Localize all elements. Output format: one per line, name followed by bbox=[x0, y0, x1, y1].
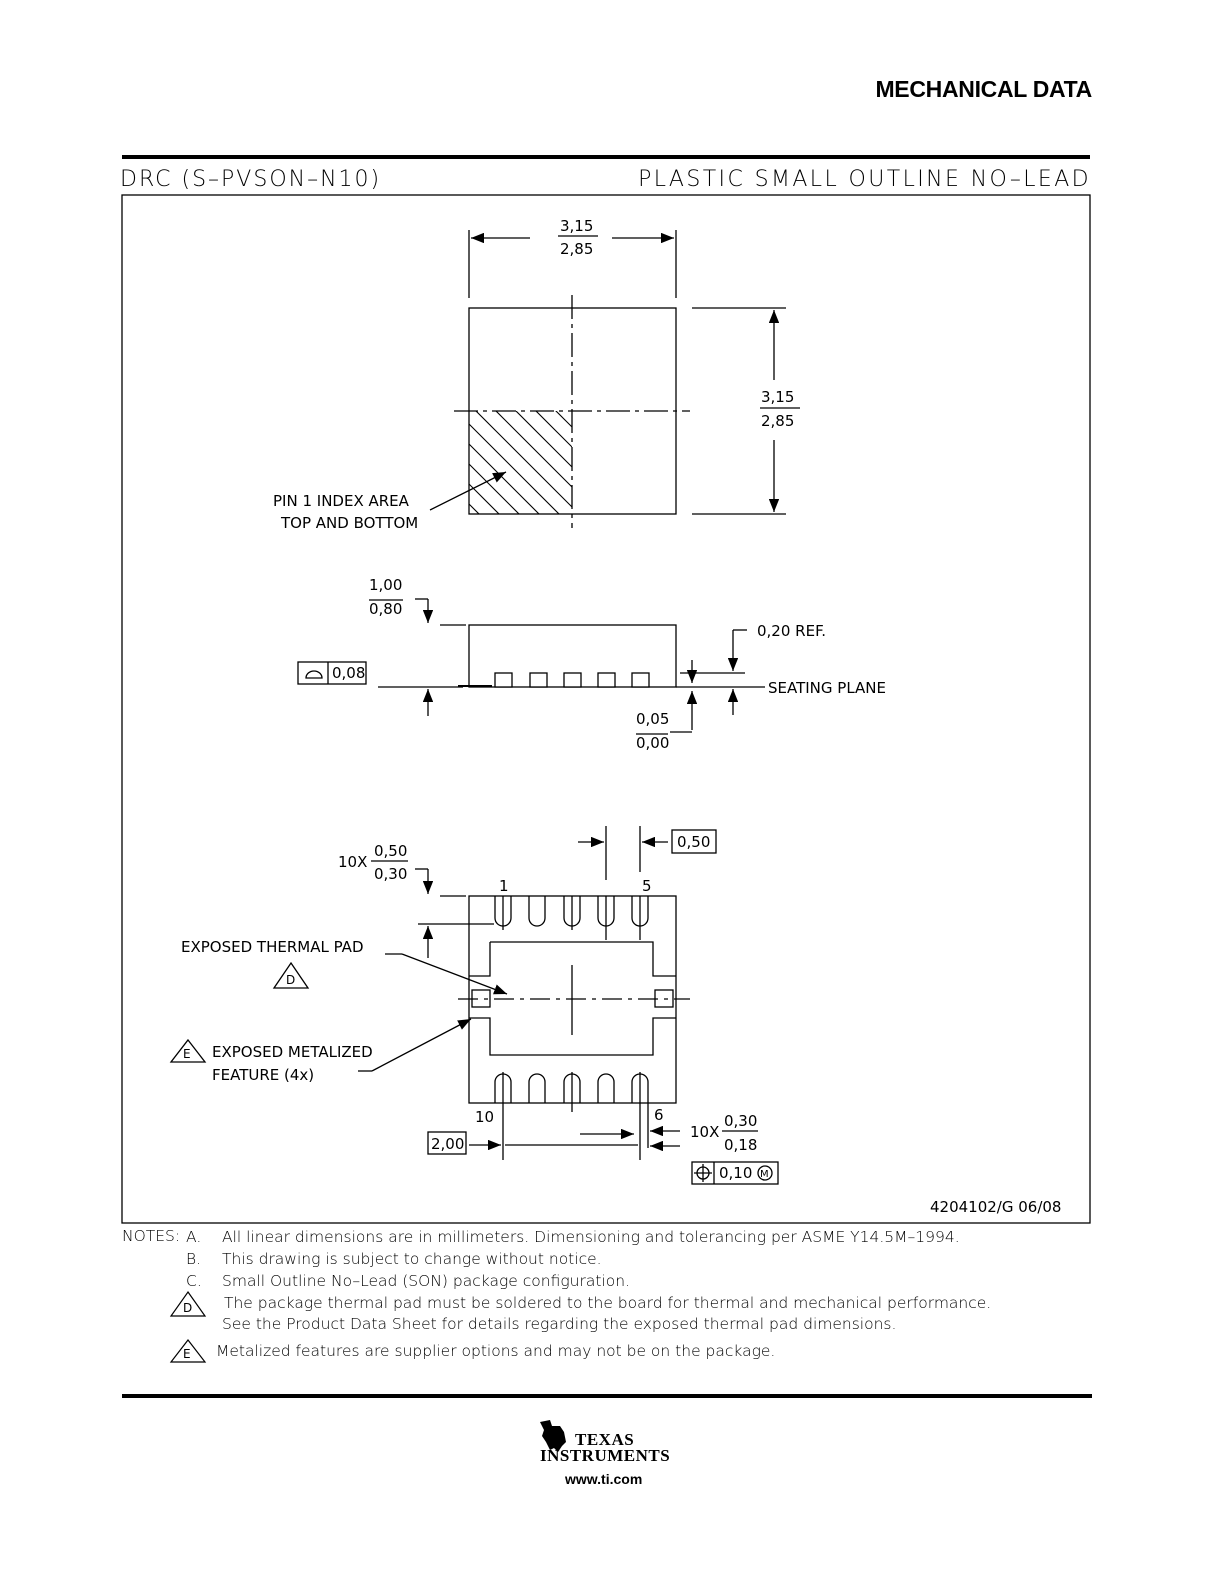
pin-length-max: 0,50 bbox=[374, 842, 408, 860]
top-view bbox=[430, 230, 800, 625]
pitch-value: 0,50 bbox=[677, 833, 711, 851]
package-code: DRC (S–PVSON–N10) bbox=[120, 167, 382, 192]
pin-6-label: 6 bbox=[654, 1106, 664, 1124]
span-value: 2,00 bbox=[431, 1135, 465, 1153]
ti-brand-line2: INSTRUMENTS bbox=[540, 1446, 671, 1465]
top-width-max: 3,15 bbox=[560, 217, 594, 235]
ti-brand-line1: TEXAS bbox=[575, 1430, 635, 1449]
mmc-modifier: M bbox=[760, 1169, 769, 1180]
pin1-label-line1: PIN 1 INDEX AREA bbox=[273, 492, 409, 510]
metalized-label-line2: FEATURE (4x) bbox=[212, 1066, 315, 1084]
notes-label: NOTES: bbox=[122, 1227, 181, 1245]
standoff-max: 0,05 bbox=[636, 710, 670, 728]
top-height-min: 2,85 bbox=[761, 412, 795, 430]
footer-url[interactable]: www.ti.com bbox=[565, 1471, 643, 1487]
pin-length-prefix: 10X bbox=[338, 853, 368, 871]
side-view bbox=[298, 599, 765, 734]
flatness-value: 0,08 bbox=[332, 664, 366, 682]
seating-plane-label: SEATING PLANE bbox=[768, 679, 887, 697]
notes-d-marker: D bbox=[183, 1301, 193, 1315]
standoff-min: 0,00 bbox=[636, 734, 670, 752]
note-d-marker: D bbox=[286, 973, 296, 987]
pin-5-label: 5 bbox=[642, 877, 652, 895]
note-e-marker: E bbox=[183, 1047, 191, 1061]
metalized-label-line1: EXPOSED METALIZED bbox=[212, 1043, 373, 1061]
page-header-title: MECHANICAL DATA bbox=[875, 76, 1092, 102]
drawing-number: 4204102/G 06/08 bbox=[930, 1198, 1062, 1216]
top-height-max: 3,15 bbox=[761, 388, 795, 406]
ref-value: 0,20 REF. bbox=[757, 622, 827, 640]
top-width-min: 2,85 bbox=[560, 240, 594, 258]
pin1-label-line2: TOP AND BOTTOM bbox=[281, 514, 419, 532]
pin-length-min: 0,30 bbox=[374, 865, 408, 883]
bottom-rule bbox=[122, 1394, 1092, 1398]
pin-width-prefix: 10X bbox=[690, 1123, 720, 1141]
pin-width-max: 0,30 bbox=[724, 1112, 758, 1130]
bottom-view bbox=[171, 826, 778, 1184]
pin-10-label: 10 bbox=[475, 1108, 495, 1126]
pin-width-min: 0,18 bbox=[724, 1136, 758, 1154]
notes-e-marker: E bbox=[183, 1347, 191, 1361]
side-height-min: 0,80 bbox=[369, 600, 403, 618]
side-height-max: 1,00 bbox=[369, 576, 403, 594]
pin-1-label: 1 bbox=[499, 877, 509, 895]
position-tolerance: 0,10 bbox=[719, 1164, 753, 1182]
thermal-pad-label: EXPOSED THERMAL PAD bbox=[181, 938, 364, 956]
package-name: PLASTIC SMALL OUTLINE NO–LEAD bbox=[638, 167, 1091, 192]
